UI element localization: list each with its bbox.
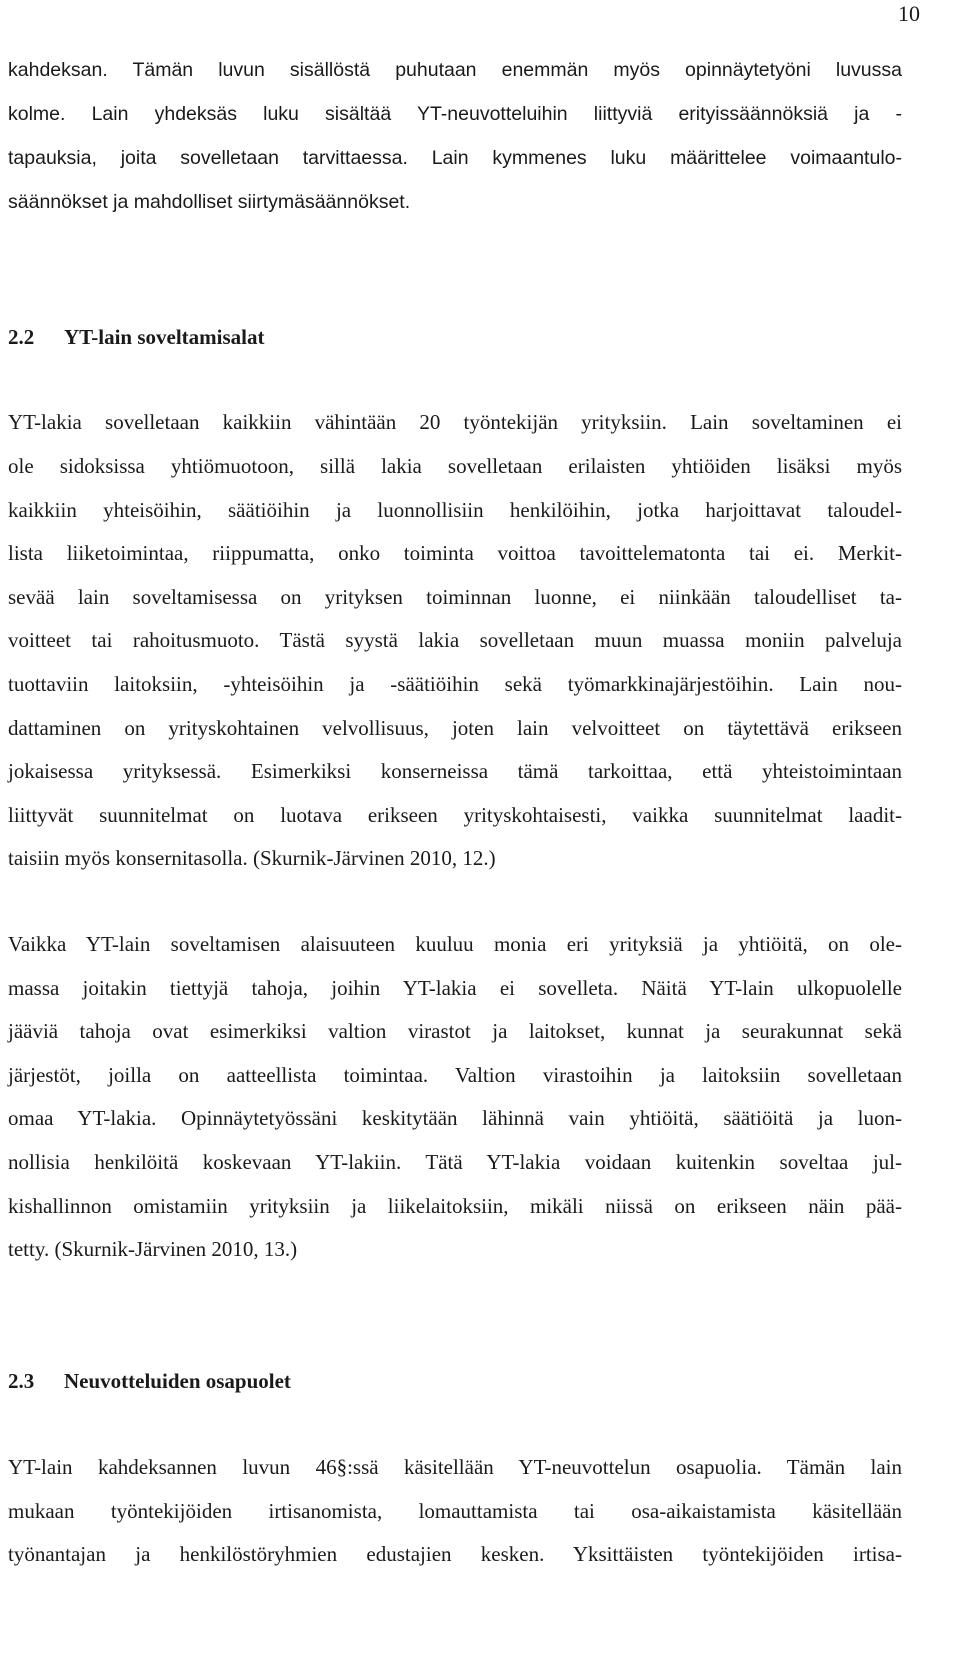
text-line: nollisia henkilöitä koskevaan YT-lakiin. Tätä YT-lakia voidaan kuitenkin soveltaa jul-: [8, 1150, 902, 1174]
text-line: tuottaviin laitoksiin, -yhteisöihin ja -säätiöihin sekä työmarkkinajärjestöihin. Lain nou-: [8, 672, 902, 696]
text-line: sevää lain soveltamisessa on yrityksen toiminnan luonne, ei niinkään taloudelliset ta-: [8, 585, 902, 609]
section-heading: [8, 1368, 291, 1394]
text-line: kaikkiin yhteisöihin, säätiöihin ja luonnollisiin henkilöihin, jotka harjoittavat taloudel-: [8, 498, 902, 522]
text-line: säännökset ja mahdolliset siirtymäsäännökset.: [8, 191, 411, 213]
page-number: 10: [898, 1, 920, 26]
text-line: liittyvät suunnitelmat on luotava erikseen yrityskohtaisesti, vaikka suunnitelmat laadit-: [8, 803, 902, 827]
text-line: kolme. Lain yhdeksäs luku sisältää YT-neuvotteluihin liittyviä erityissäännöksiä ja -: [8, 103, 902, 125]
text-line: työnantajan ja henkilöstöryhmien edustajien kesken. Yksittäisten työntekijöiden irtisa-: [8, 1542, 902, 1566]
text-line: kishallinnon omistamiin yrityksiin ja liikelaitoksiin, mikäli niissä on erikseen näin pää-: [8, 1194, 902, 1218]
text-line: mukaan työntekijöiden irtisanomista, lomauttamista tai osa-aikaistamista käsitellään: [8, 1499, 902, 1523]
text-line: dattaminen on yrityskohtainen velvollisuus, joten lain velvoitteet on täytettävä erikseen: [8, 716, 902, 740]
text-line: YT-lakia sovelletaan kaikkiin vähintään 20 työntekijän yrityksiin. Lain soveltaminen ei: [8, 410, 902, 434]
section-number: 2.2: [8, 325, 35, 349]
text-line: jokaisessa yrityksessä. Esimerkiksi konserneissa tämä tarkoittaa, että yhteistoimintaan: [8, 759, 902, 783]
text-line: järjestöt, joilla on aatteellista toimintaa. Valtion virastoihin ja laitoksiin sovelletaan: [8, 1063, 902, 1087]
text-line: Vaikka YT-lain soveltamisen alaisuuteen kuuluu monia eri yrityksiä ja yhtiöitä, on ole-: [8, 932, 902, 956]
section-title: Neuvotteluiden osapuolet: [64, 1369, 291, 1393]
text-line: taisiin myös konsernitasolla. (Skurnik-Järvinen 2010, 12.): [8, 846, 496, 870]
text-line: kahdeksan. Tämän luvun sisällöstä puhutaan enemmän myös opinnäytetyöni luvussa: [8, 59, 902, 81]
section-title: YT-lain soveltamisalat: [64, 325, 265, 349]
text-line: jääviä tahoja ovat esimerkiksi valtion virastot ja laitokset, kunnat ja seurakunnat sekä: [8, 1019, 902, 1043]
text-line: lista liiketoimintaa, riippumatta, onko toiminta voittoa tavoittelematonta tai ei. Merkit-: [8, 541, 902, 565]
text-line: YT-lain kahdeksannen luvun 46§:ssä käsitellään YT-neuvottelun osapuolia. Tämän lain: [8, 1455, 902, 1479]
text-line: omaa YT-lakia. Opinnäytetyössäni keskitytään lähinnä vain yhtiöitä, säätiöitä ja luon-: [8, 1106, 902, 1130]
text-line: ole sidoksissa yhtiömuotoon, sillä lakia sovelletaan erilaisten yhtiöiden lisäksi myös: [8, 454, 902, 478]
text-line: voitteet tai rahoitusmuoto. Tästä syystä lakia sovelletaan muun muassa moniin palveluja: [8, 628, 902, 652]
text-line: tapauksia, joita sovelletaan tarvittaessa. Lain kymmenes luku määrittelee voimaantulo-: [8, 147, 902, 169]
section-number: 2.3: [8, 1369, 35, 1393]
text-line: tetty. (Skurnik-Järvinen 2010, 13.): [8, 1237, 298, 1261]
text-line: massa joitakin tiettyjä tahoja, joihin YT-lakia ei sovelleta. Näitä YT-lain ulkopuolelle: [8, 976, 902, 1000]
section-heading: [8, 324, 264, 350]
